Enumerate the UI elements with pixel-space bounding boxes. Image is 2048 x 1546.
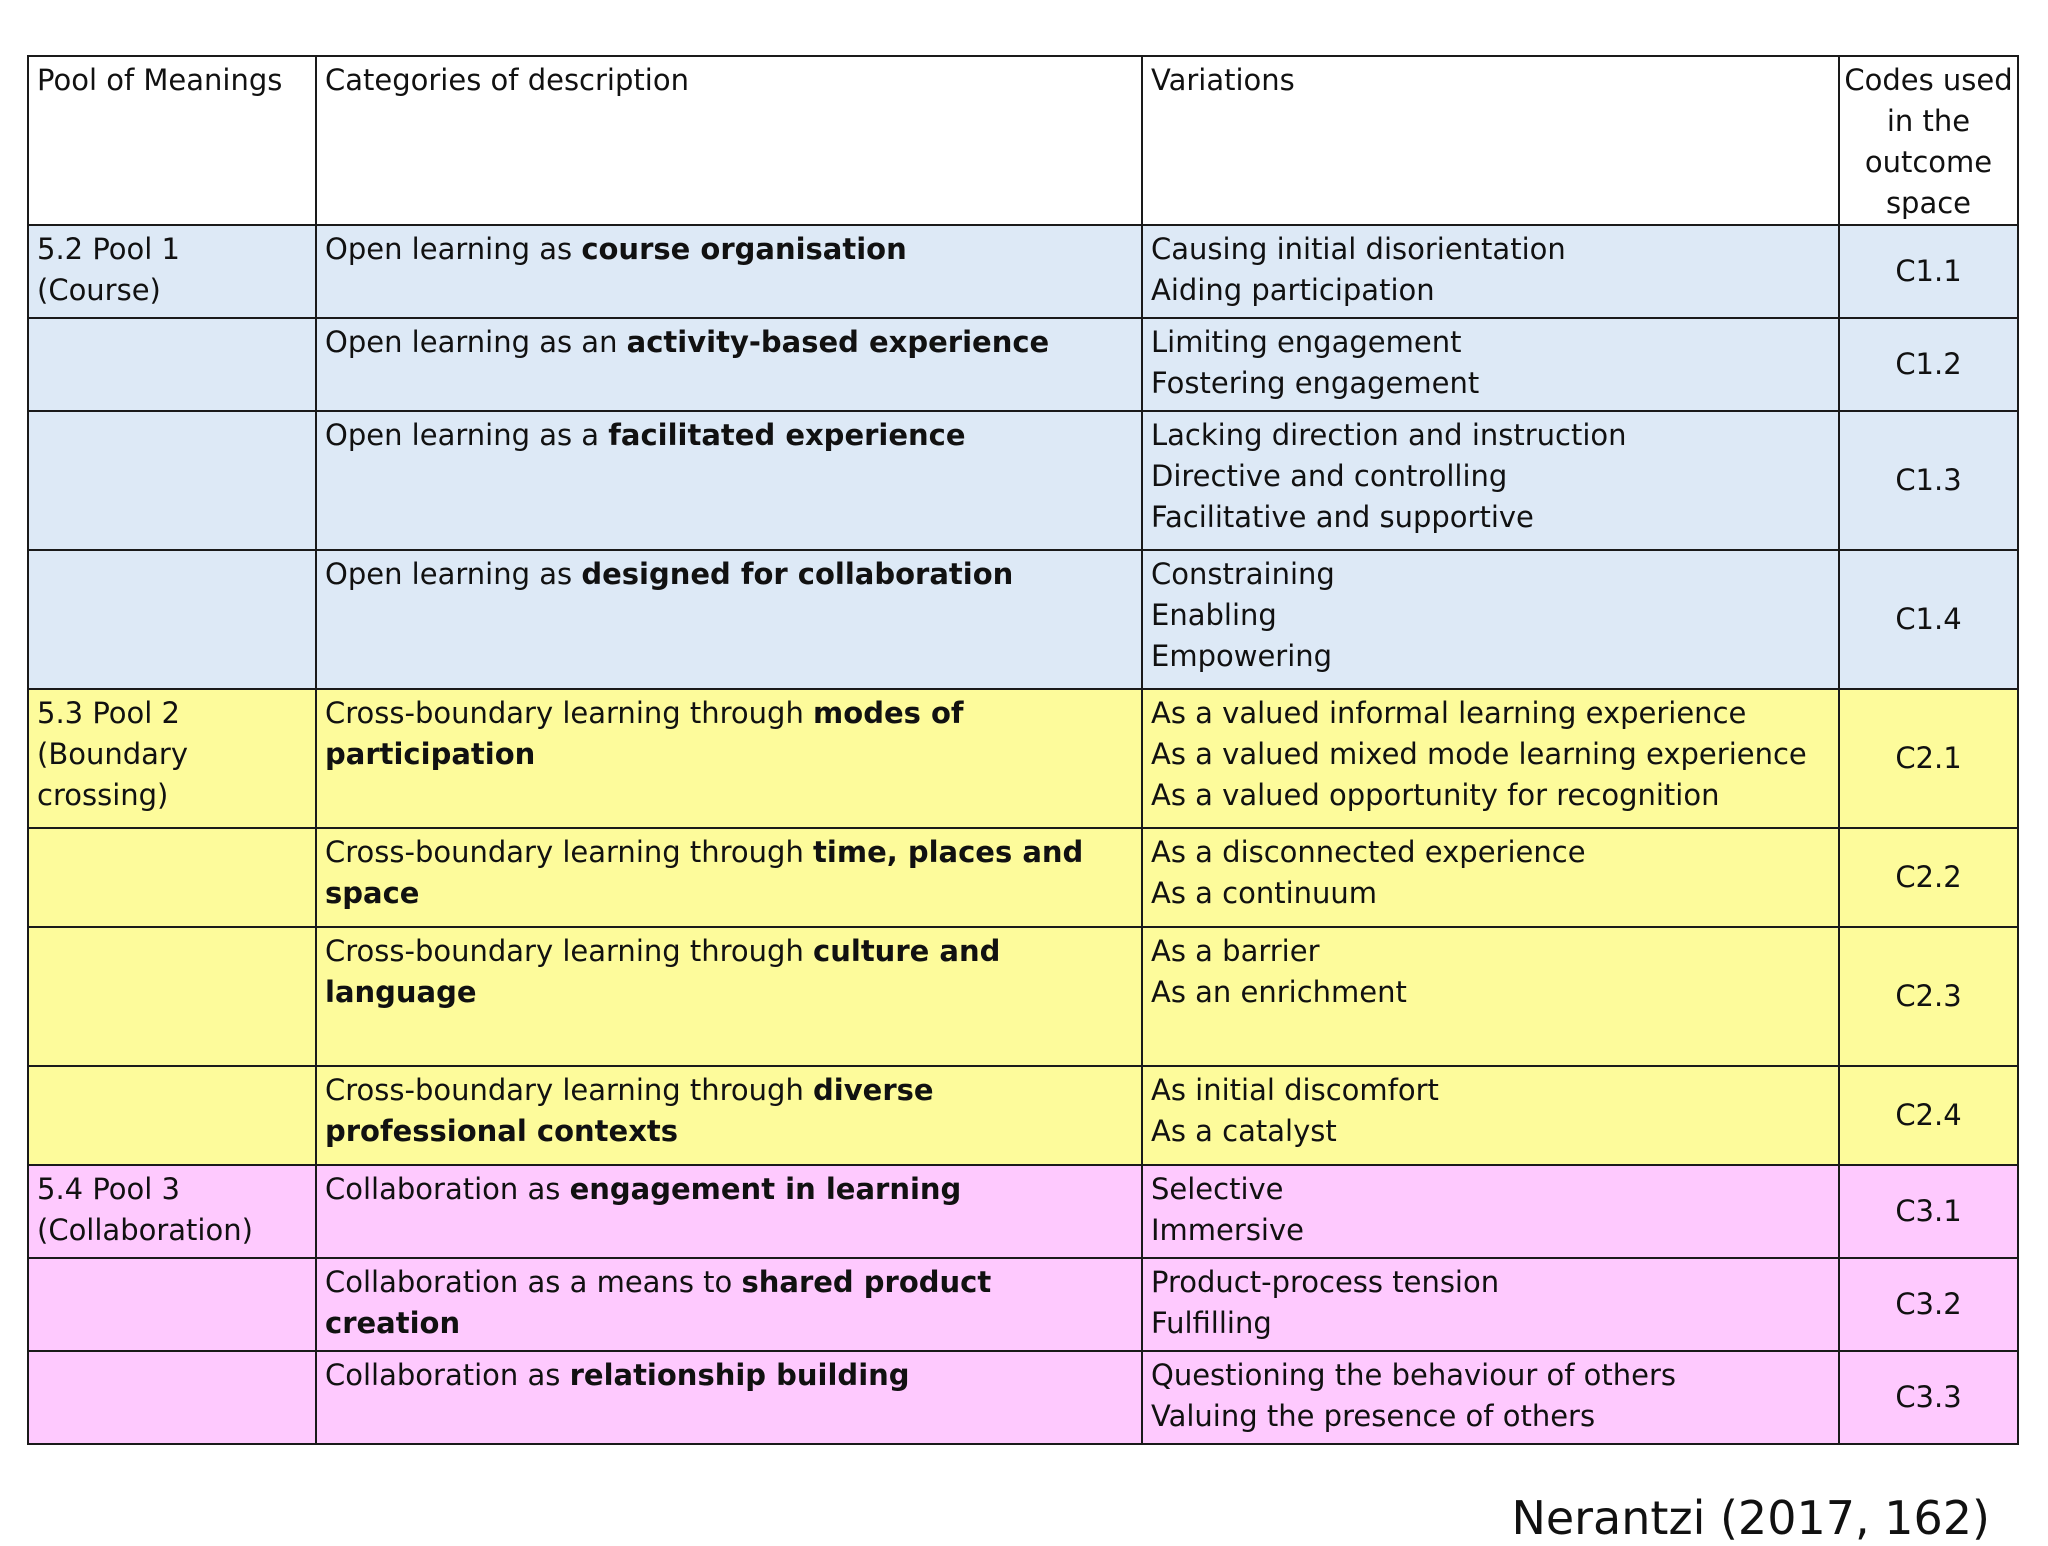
variation-item: As a valued mixed mode learning experience xyxy=(1151,737,1807,771)
category-prefix: Open learning as a xyxy=(325,418,609,452)
table-row xyxy=(28,1066,2018,1165)
variation-item: Limiting engagement xyxy=(1151,325,1462,359)
category-cell xyxy=(316,550,1142,689)
variation-item: Selective xyxy=(1151,1172,1284,1206)
code-cell: C1.3 xyxy=(1839,411,2018,550)
variations-cell xyxy=(1142,411,1839,550)
variations-cell xyxy=(1142,1351,1839,1444)
pool-cell xyxy=(28,550,316,689)
category-emphasis: diverse professional contexts xyxy=(325,1073,934,1148)
variations-cell xyxy=(1142,318,1839,411)
variation-item: Fostering engagement xyxy=(1151,366,1480,400)
variation-item: Immersive xyxy=(1151,1213,1304,1247)
table-body xyxy=(28,225,2018,1444)
table-row xyxy=(28,550,2018,689)
variation-item: Questioning the behaviour of others xyxy=(1151,1358,1677,1392)
pool-cell: 5.2 Pool 1 (Course) xyxy=(28,225,316,318)
variation-item: Constraining xyxy=(1151,557,1335,591)
variation-item: As an enrichment xyxy=(1151,975,1407,1009)
table-row xyxy=(28,411,2018,550)
pool-cell: 5.4 Pool 3 (Collaboration) xyxy=(28,1165,316,1258)
code-cell: C3.2 xyxy=(1839,1258,2018,1351)
table-row xyxy=(28,1165,2018,1258)
category-emphasis: shared product creation xyxy=(325,1265,992,1340)
category-cell xyxy=(316,1351,1142,1444)
category-emphasis: relationship building xyxy=(569,1358,910,1392)
variations-cell xyxy=(1142,927,1839,1066)
citation: Nerantzi (2017, 162) xyxy=(1511,1491,1990,1545)
category-cell xyxy=(316,1258,1142,1351)
pool-cell: 5.3 Pool 2 (Boundary crossing) xyxy=(28,689,316,828)
variation-item: As a barrier xyxy=(1151,934,1320,968)
category-prefix: Cross-boundary learning through xyxy=(325,934,814,968)
variation-item: Empowering xyxy=(1151,639,1333,673)
variation-item: Directive and controlling xyxy=(1151,459,1508,493)
pool-cell xyxy=(28,318,316,411)
category-emphasis: time, places and space xyxy=(325,835,1084,910)
category-emphasis: facilitated experience xyxy=(608,418,966,452)
code-cell: C2.3 xyxy=(1839,927,2018,1066)
variation-item: As initial discomfort xyxy=(1151,1073,1439,1107)
variations-cell xyxy=(1142,550,1839,689)
pool-cell xyxy=(28,1351,316,1444)
header-codes: Codes used in the outcome space xyxy=(1839,56,2018,225)
table-row xyxy=(28,927,2018,1066)
category-cell xyxy=(316,411,1142,550)
table-row xyxy=(28,318,2018,411)
variations-cell xyxy=(1142,225,1839,318)
category-emphasis: engagement in learning xyxy=(569,1172,962,1206)
variation-item: Causing initial disorientation xyxy=(1151,232,1566,266)
header-category: Categories of description xyxy=(316,56,1142,225)
category-prefix: Collaboration as a means to xyxy=(325,1265,742,1299)
code-cell: C3.1 xyxy=(1839,1165,2018,1258)
variation-item: Aiding participation xyxy=(1151,273,1435,307)
variation-item: As a disconnected experience xyxy=(1151,835,1586,869)
category-emphasis: course organisation xyxy=(581,232,907,266)
variation-item: Lacking direction and instruction xyxy=(1151,418,1627,452)
category-cell xyxy=(316,689,1142,828)
table-row xyxy=(28,828,2018,927)
category-cell xyxy=(316,828,1142,927)
variation-item: Valuing the presence of others xyxy=(1151,1399,1596,1433)
variation-item: Product-process tension xyxy=(1151,1265,1500,1299)
category-prefix: Cross-boundary learning through xyxy=(325,835,814,869)
variation-item: As a catalyst xyxy=(1151,1114,1337,1148)
category-emphasis: designed for collaboration xyxy=(581,557,1014,591)
category-prefix: Open learning as an xyxy=(325,325,627,359)
code-cell: C3.3 xyxy=(1839,1351,2018,1444)
variations-cell xyxy=(1142,1066,1839,1165)
pool-cell xyxy=(28,1258,316,1351)
variations-cell xyxy=(1142,1165,1839,1258)
table-row xyxy=(28,689,2018,828)
header-variations: Variations xyxy=(1142,56,1839,225)
category-emphasis: activity-based experience xyxy=(626,325,1050,359)
variations-cell xyxy=(1142,689,1839,828)
category-emphasis: culture and language xyxy=(325,934,1001,1009)
variation-item: Facilitative and supportive xyxy=(1151,500,1534,534)
category-emphasis: modes of participation xyxy=(325,696,964,771)
category-prefix: Open learning as xyxy=(325,232,582,266)
category-cell xyxy=(316,318,1142,411)
code-cell: C1.1 xyxy=(1839,225,2018,318)
header-pool: Pool of Meanings xyxy=(28,56,316,225)
code-cell: C2.2 xyxy=(1839,828,2018,927)
pool-cell xyxy=(28,411,316,550)
pool-cell xyxy=(28,1066,316,1165)
table-row xyxy=(28,225,2018,318)
category-cell xyxy=(316,225,1142,318)
code-cell: C1.2 xyxy=(1839,318,2018,411)
code-cell: C1.4 xyxy=(1839,550,2018,689)
variation-item: Fulfilling xyxy=(1151,1306,1272,1340)
variation-item: As a continuum xyxy=(1151,876,1378,910)
code-cell: C2.1 xyxy=(1839,689,2018,828)
pool-cell xyxy=(28,828,316,927)
category-prefix: Cross-boundary learning through xyxy=(325,696,814,730)
category-cell xyxy=(316,1165,1142,1258)
outcome-space-table xyxy=(27,55,2019,1445)
code-cell: C2.4 xyxy=(1839,1066,2018,1165)
variation-item: Enabling xyxy=(1151,598,1277,632)
category-prefix: Collaboration as xyxy=(325,1358,570,1392)
variation-item: As a valued opportunity for recognition xyxy=(1151,778,1720,812)
table-row xyxy=(28,1258,2018,1351)
category-prefix: Open learning as xyxy=(325,557,582,591)
table-row xyxy=(28,1351,2018,1444)
variation-item: As a valued informal learning experience xyxy=(1151,696,1747,730)
variations-cell xyxy=(1142,828,1839,927)
category-prefix: Collaboration as xyxy=(325,1172,570,1206)
category-prefix: Cross-boundary learning through xyxy=(325,1073,814,1107)
category-cell xyxy=(316,1066,1142,1165)
variations-cell xyxy=(1142,1258,1839,1351)
pool-cell xyxy=(28,927,316,1066)
category-cell xyxy=(316,927,1142,1066)
